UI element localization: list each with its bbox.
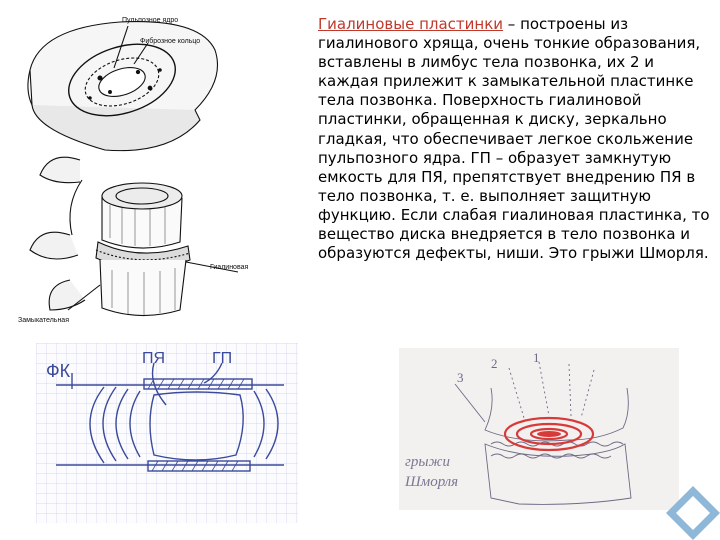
- schmorl-hernia-sketch: [399, 348, 679, 510]
- gp-label: ГП: [212, 350, 233, 367]
- hernia-caption-line2: Шморля: [405, 474, 459, 490]
- corner-ornament: [666, 486, 720, 540]
- description-text: [318, 15, 710, 263]
- vertebra-column: [30, 157, 238, 315]
- hernia-label-2: 2: [491, 356, 498, 371]
- grid-sketch-drawing: [36, 343, 298, 523]
- annulus-label: Фиброзное кольцо: [140, 38, 201, 45]
- description-body: – построены из гиалинового хряща, очень тонкие образования, вставлены в лимбус тела позвонка, их 2 и каждая прилежит к замыкательной пластинке тела позвонка. Поверхность гиалиновой пластинки, обращенная к диску, зеркально гладкая, что обеспечивает легкое скольжение пульпозного ядра. ГП – образует замкнутую емкость для ПЯ, препятствует внедрению ПЯ в тело позвонка, т. е. выполняет защитную функцию. Если слабая гиалиновая пластинка, то вещество диска внедряется в тело позвонка и образуются дефекты, ниши. Это грыжи Шморля.: [318, 15, 710, 263]
- hernia-caption-line1: грыжи: [405, 454, 450, 470]
- hernia-drawing: [399, 348, 679, 510]
- hernia-label-3: 3: [457, 370, 464, 385]
- nucleus-label: Пульпозное ядро: [122, 17, 179, 24]
- description-paragraph: [318, 15, 710, 263]
- fk-label: ФК: [46, 361, 71, 381]
- term-hyaline-plates: Гиалиновые пластинки: [318, 15, 504, 33]
- grid-paper-sketch: [36, 343, 298, 523]
- hyaline-label: Гиалиновая: [210, 264, 249, 271]
- hernia-label-1: 1: [533, 350, 540, 365]
- vertebral-disc-illustration: [10, 10, 272, 330]
- endplate-label: Замыкательная: [18, 317, 69, 324]
- pya-label: ПЯ: [142, 350, 166, 367]
